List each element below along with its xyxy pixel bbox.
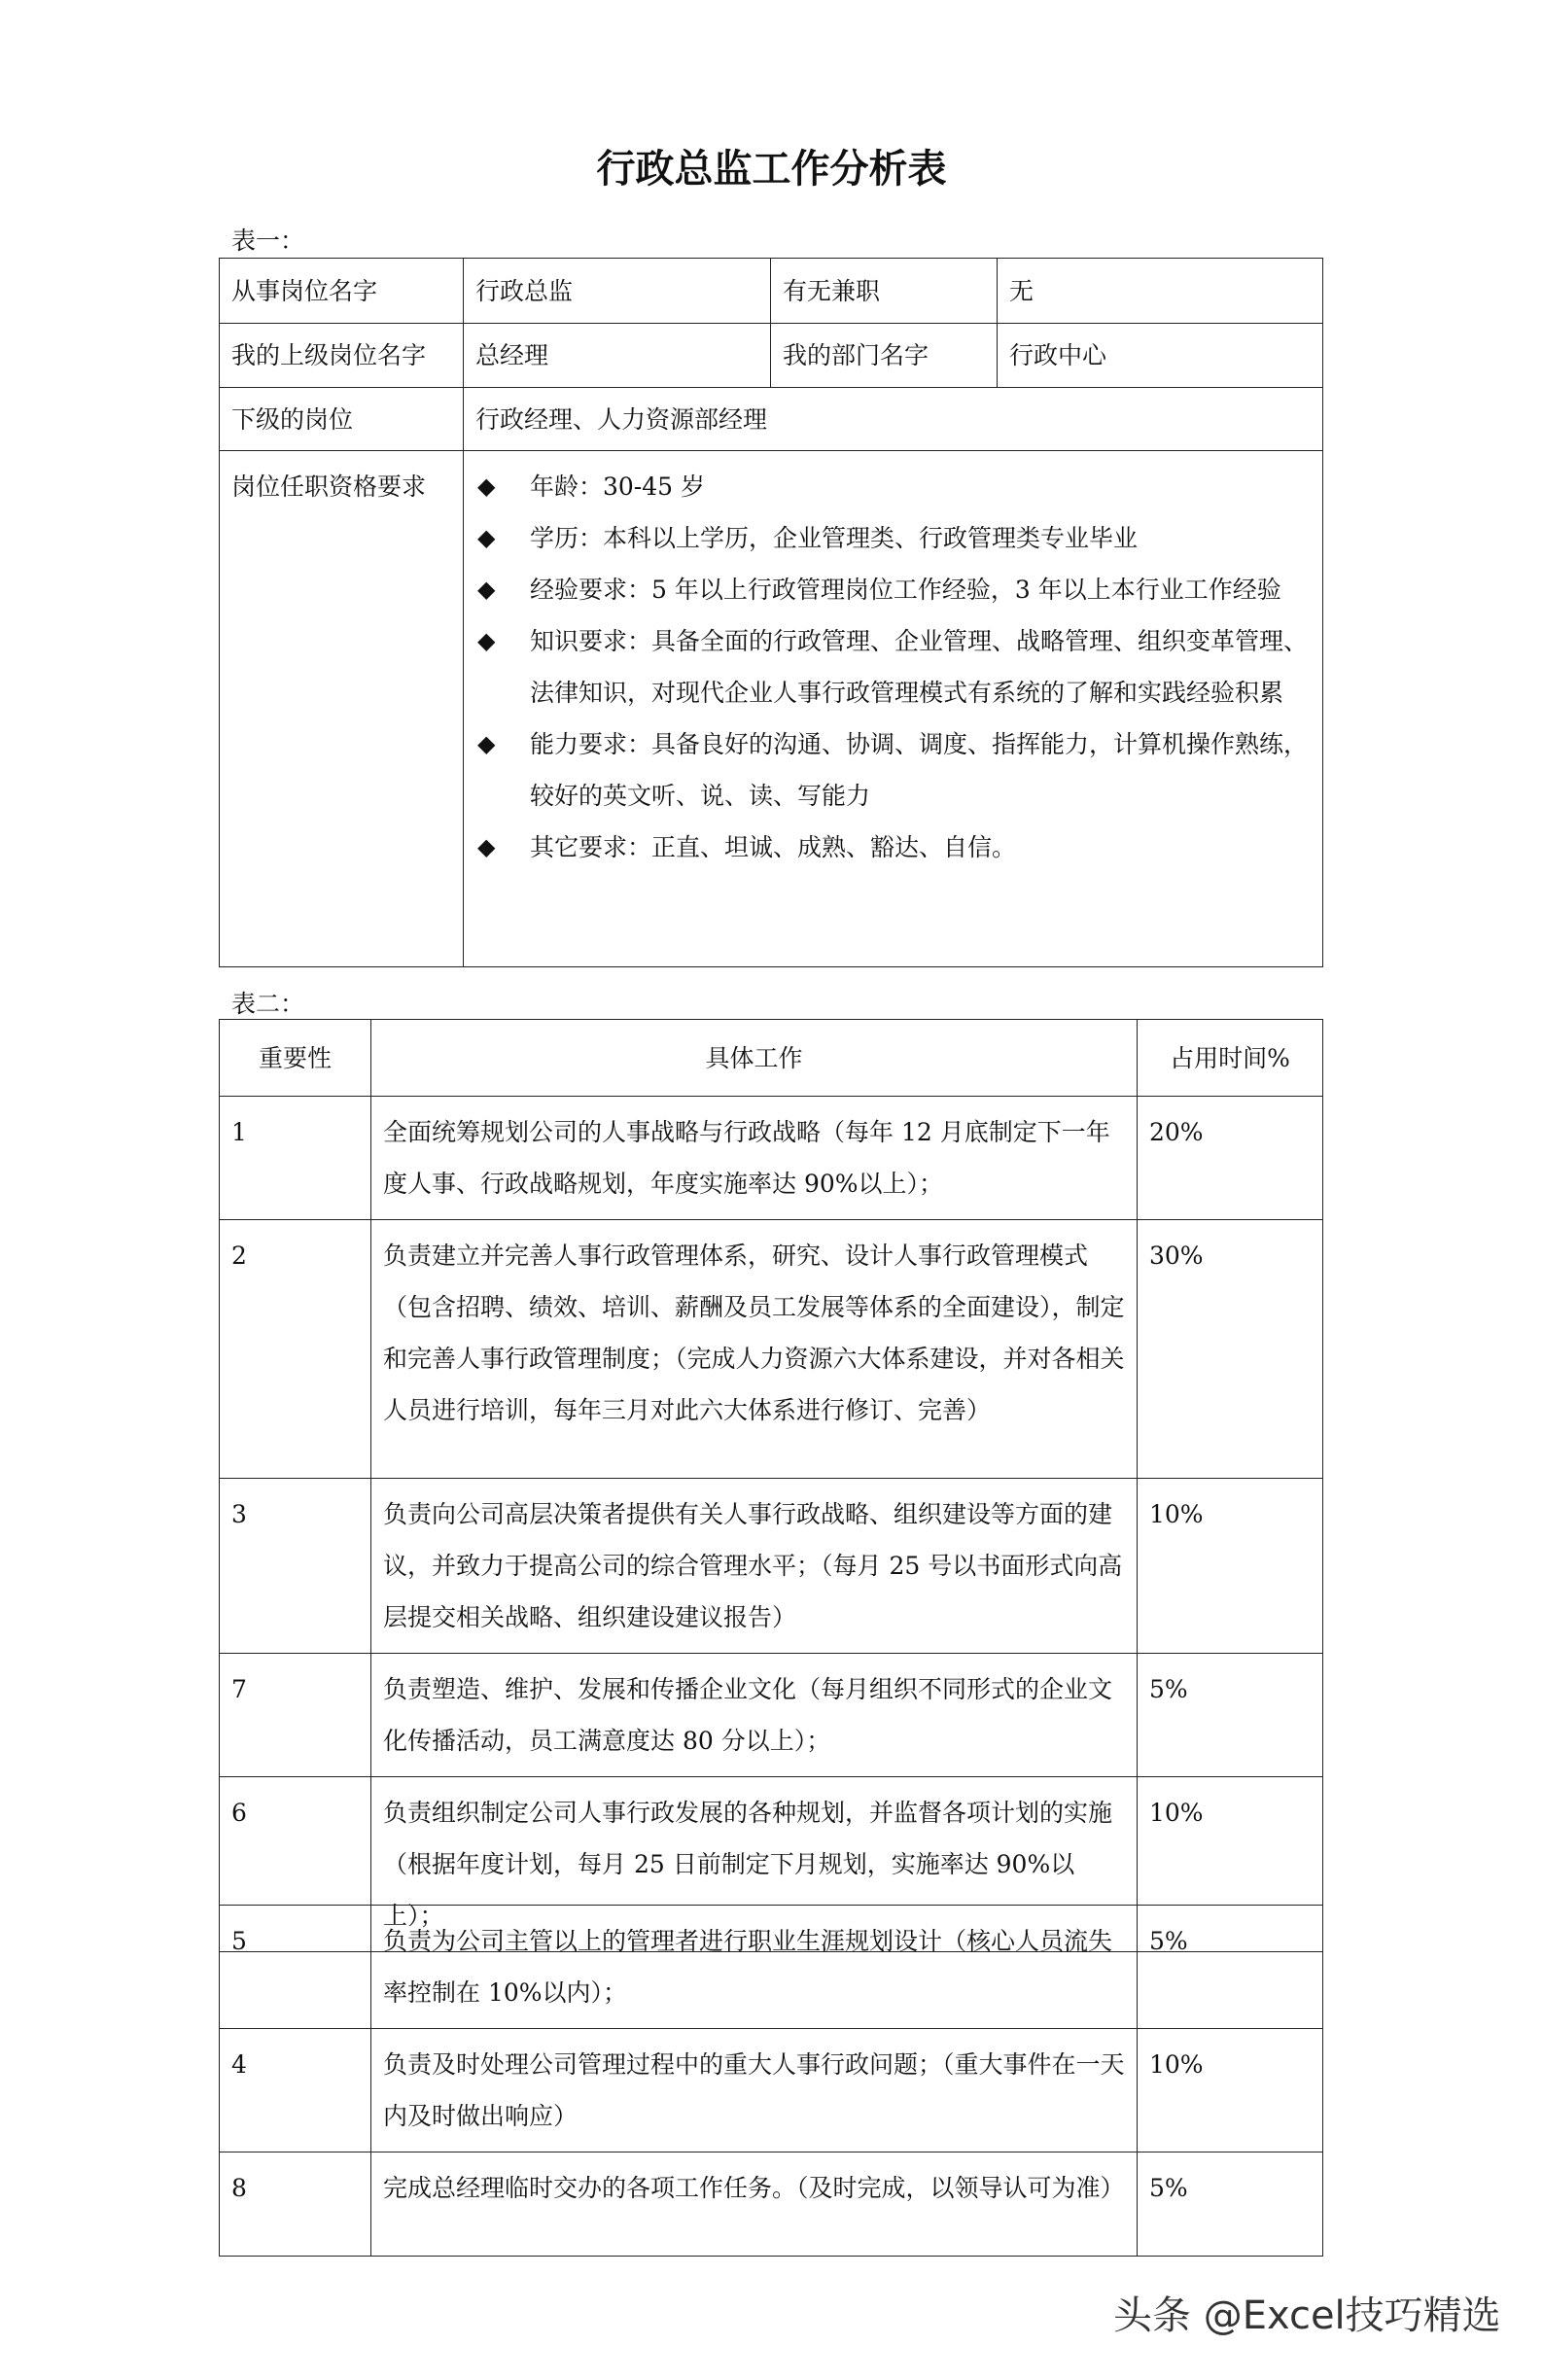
rank: 6: [220, 1777, 371, 1952]
work: 负责为公司主管以上的管理者进行职业生涯规划设计（核心人员流失率控制在 10%以内）；: [371, 1906, 1138, 2029]
table1-caption: 表一：: [231, 227, 305, 255]
work: 全面统筹规划公司的人事战略与行政战略（每年 12 月底制定下一年度人事、行政战略规划，年度实施率达 90%以上）；: [371, 1097, 1138, 1220]
rank: 1: [220, 1097, 371, 1220]
qualification-item: ◆ 经验要求：5 年以上行政管理岗位工作经验，3 年以上本行业工作经验: [475, 564, 1311, 615]
table-row: [220, 1654, 1323, 1777]
qualification-label: 岗位任职资格要求: [220, 451, 464, 967]
header-work: 具体工作: [371, 1020, 1138, 1097]
qualification-list: [475, 461, 1311, 873]
subordinate-value: 行政经理、人力资源部经理: [464, 388, 1323, 451]
table-row: [220, 1097, 1323, 1220]
superior-value: 总经理: [464, 324, 771, 388]
qualification-item: ◆ 学历：本科以上学历，企业管理类、行政管理类专业毕业: [475, 512, 1311, 564]
time-share: 5%: [1138, 1654, 1323, 1777]
watermark: 头条 @Excel技巧精选: [1113, 2293, 1501, 2338]
header-time: 占用时间%: [1138, 1020, 1323, 1097]
rank: 7: [220, 1654, 371, 1777]
rank: 4: [220, 2029, 371, 2152]
work: 负责建立并完善人事行政管理体系，研究、设计人事行政管理模式（包含招聘、绩效、培训、薪酬及员工发展等体系的全面建设），制定和完善人事行政管理制度；（完成人力资源六大体系建设，并对各相关人员进行培训，每年三月对此六大体系进行修订、完善）: [371, 1220, 1138, 1479]
rank: 5: [220, 1906, 371, 2029]
work: 负责塑造、维护、发展和传播企业文化（每月组织不同形式的企业文化传播活动，员工满意度达 80 分以上）；: [371, 1654, 1138, 1777]
time-share: 5%: [1138, 1906, 1323, 2029]
work: 负责组织制定公司人事行政发展的各种规划，并监督各项计划的实施（根据年度计划，每月 25 日前制定下月规划，实施率达 90%以上）；: [371, 1777, 1138, 1952]
time-share: 20%: [1138, 1097, 1323, 1220]
position-name-value: 行政总监: [464, 259, 771, 324]
job-info-table: [219, 258, 1323, 967]
table2-caption: 表二：: [231, 990, 305, 1018]
department-value: 行政中心: [998, 324, 1323, 388]
work: 完成总经理临时交办的各项工作任务。（及时完成，以领导认可为准）: [371, 2152, 1138, 2257]
time-share: 10%: [1138, 1777, 1323, 1952]
rank: 8: [220, 2152, 371, 2257]
qualification-item: ◆ 年龄：30-45 岁: [475, 461, 1311, 512]
subordinate-label: 下级的岗位: [220, 388, 464, 451]
duties-table: [219, 1019, 1323, 1952]
time-share: 30%: [1138, 1220, 1323, 1479]
qualification-item: ◆ 知识要求：具备全面的行政管理、企业管理、战略管理、组织变革管理、法律知识，对现代企业人事行政管理模式有系统的了解和实践经验积累: [475, 615, 1311, 718]
page-title: 行政总监工作分析表: [596, 147, 947, 192]
time-share: 10%: [1138, 1479, 1323, 1654]
duties-table-continued: [219, 1905, 1323, 2257]
time-share: 5%: [1138, 2152, 1323, 2257]
table-row: [220, 2152, 1323, 2257]
qualification-list-cell: [464, 451, 1323, 967]
part-time-label: 有无兼职: [771, 259, 998, 324]
table-row: [220, 1479, 1323, 1654]
time-share: 10%: [1138, 2029, 1323, 2152]
superior-label: 我的上级岗位名字: [220, 324, 464, 388]
work: 负责及时处理公司管理过程中的重大人事行政问题；（重大事件在一天内及时做出响应）: [371, 2029, 1138, 2152]
part-time-value: 无: [998, 259, 1323, 324]
header-importance: 重要性: [220, 1020, 371, 1097]
rank: 3: [220, 1479, 371, 1654]
table-row: [220, 2029, 1323, 2152]
department-label: 我的部门名字: [771, 324, 998, 388]
qualification-item: ◆ 能力要求：具备良好的沟通、协调、调度、指挥能力，计算机操作熟练，较好的英文听、说、读、写能力: [475, 718, 1311, 822]
rank: 2: [220, 1220, 371, 1479]
work: 负责向公司高层决策者提供有关人事行政战略、组织建设等方面的建议，并致力于提高公司的综合管理水平；（每月 25 号以书面形式向高层提交相关战略、组织建设建议报告）: [371, 1479, 1138, 1654]
qualification-item: ◆ 其它要求：正直、坦诚、成熟、豁达、自信。: [475, 822, 1311, 873]
table-row: [220, 1906, 1323, 2029]
position-name-label: 从事岗位名字: [220, 259, 464, 324]
table-row: [220, 1220, 1323, 1479]
